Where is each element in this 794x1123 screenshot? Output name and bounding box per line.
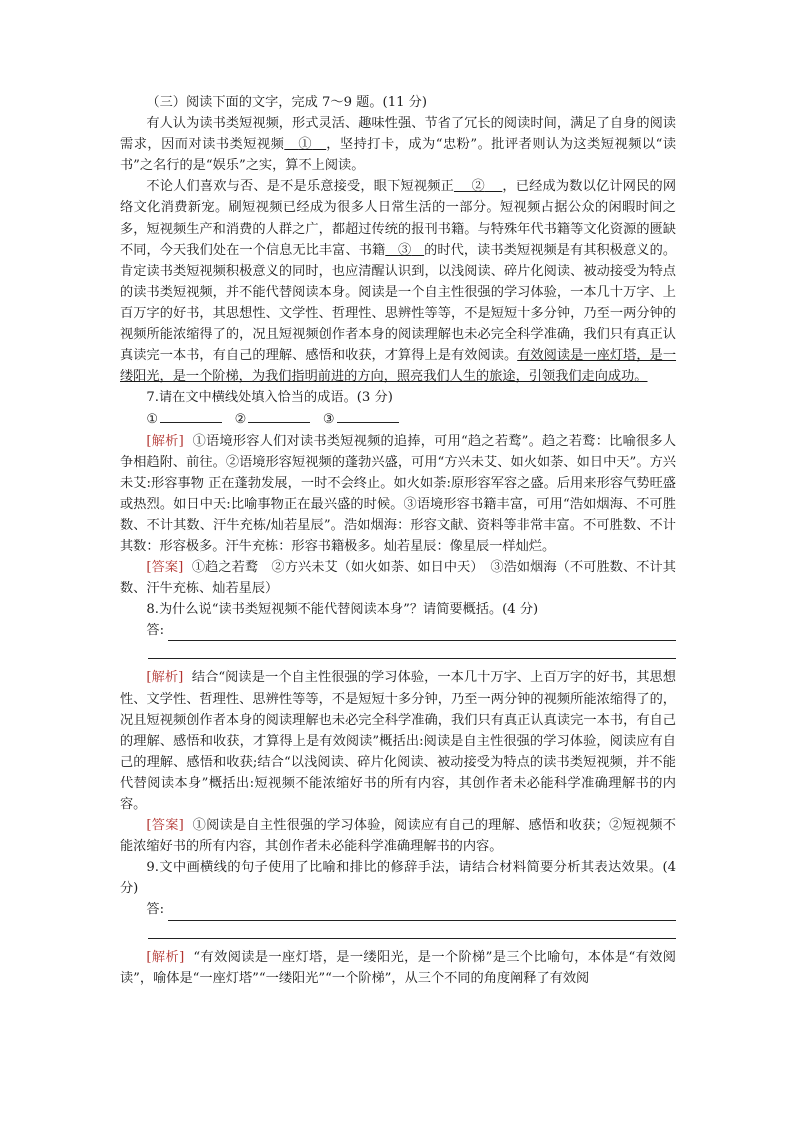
passage-paragraph-1 xyxy=(120,113,676,176)
question-7-stem: 7.请在文中横线处填入恰当的成语。(3 分) xyxy=(146,390,393,406)
question-9-stem: 9.文中画横线的句子使用了比喻和排比的修辞手法，请结合材料简要分析其表达效果。(4 分) xyxy=(120,860,676,897)
answer-line[interactable] xyxy=(148,644,676,659)
question-8-answer-line: 答: xyxy=(120,620,676,641)
blank-1: ① xyxy=(298,137,313,153)
question-8-stem: 8.为什么说“读书类短视频不能代替阅读本身”？请简要概括。(4 分) xyxy=(146,602,539,618)
passage-text: 有人认为读书类短视频，形式灵活、趣味性强、节省了冗长的阅读时间，满足了自身的阅读需求，因而对读书类短视频 xyxy=(120,116,676,153)
section-title: （三）阅读下面的文字，完成 7～9 题。(11 分) xyxy=(146,95,428,110)
passage-paragraph-2 xyxy=(120,176,676,387)
answer-tag: [答案] xyxy=(146,818,184,834)
analysis-tag: [解析] xyxy=(146,433,184,449)
answer-line[interactable] xyxy=(148,924,676,939)
passage-text: ，已经成为数以亿计网民的网络文化消费新宠。刷短视频已经成为很多人日常生活的一部分。短视频占据公众的闲暇时间之多，短视频生产和消费的人群之广，都超过传统的报刊书籍。与特殊年代书籍等文化资源的匮缺不同，今天我们处在一个信息无比丰富、书籍 xyxy=(120,179,677,258)
analysis-tag: [解析] xyxy=(146,670,184,686)
answer-blank[interactable] xyxy=(248,408,310,423)
question-9-answer-line: 答: xyxy=(120,899,676,920)
answer-line[interactable] xyxy=(168,905,676,921)
blank-3: ③ xyxy=(398,242,412,258)
question-9-analysis: [解析] “有效阅读是一座灯塔，是一缕阳光，是一个阶梯”是三个比喻句，本体是“有效阅读”，喻体是“一座灯塔”“一缕阳光”“一个阶梯”，从三个不同的角度阐释了有效阅 xyxy=(120,949,676,986)
answer-line[interactable] xyxy=(168,625,676,641)
answer-tag: [答案] xyxy=(146,560,184,576)
answer-blank[interactable] xyxy=(160,408,222,423)
passage-text: 的时代，读书类短视频是有其积极意义的。肯定读书类短视频积极意义的同时，也应清醒认识到，以浅阅读、碎片化阅读、被动接受为特点的读书类短视频，并不能代替阅读本身。阅读是一个自主性很强的学习体验，一本几十万字、上百万字的好书，其思想性、文学性、哲理性、思辨性等等，不是短短十多分钟，乃至一两分钟的视频所能浓缩得了的，况且短视频创作者本身的阅读理解也未必完全科学准确，我们只有真正认真读完一本书，有自己的理解、感悟和收获，才算得上是有效阅读。 xyxy=(120,242,677,364)
answer-blank[interactable] xyxy=(337,408,399,423)
question-8-analysis: [解析] 结合“阅读是一个自主性很强的学习体验，一本几十万字、上百万字的好书，其思想性、文学性、哲理性、思辨性等等，不是短短十多分钟，乃至一两分钟的视频所能浓缩得了的，况且短视频创作者本身的阅读理解也未必完全科学准确，我们只有真正认真读完一本书，有自己的理解、感悟和收获，才算得上是有效阅读”概括出:阅读是自主性很强的学习体验，阅读应有自己的理解、感悟和收获;结合“以浅阅读、碎片化阅读、被动接受为特点的读书类短视频，并不能代替阅读本身”概括出:短视频不能浓缩好书的所有内容，其创作者未必能科学准确理解书的内容。 xyxy=(120,670,676,812)
passage-text: ，坚持打卡，成为“忠粉”。批评者则认为这类短视频以“读书”之名行的是“娱乐”之实，算不上阅读。 xyxy=(120,137,677,174)
passage-text: 不论人们喜欢与否、是不是乐意接受，眼下短视频正 xyxy=(146,179,454,195)
underlined-sentence: 有效阅读是一座灯塔，是一缕阳光，是一个阶梯，为我们指明前进的方向，照亮我们人生的旅途，引领我们走向成功。 xyxy=(120,348,677,385)
question-7-answer: [答案] ①趋之若鹜 ②方兴未艾（如火如荼、如日中天） ③浩如烟海（不可胜数、不计其数、汗牛充栋、灿若星辰） xyxy=(120,560,676,597)
question-8-answer: [答案] ①阅读是自主性很强的学习体验，阅读应有自己的理解、感悟和收获；②短视频不能浓缩好书的所有内容，其创作者未必能科学准确理解书的内容。 xyxy=(120,818,676,855)
analysis-tag: [解析] xyxy=(146,949,185,965)
blank-2: ② xyxy=(471,179,485,195)
question-7-analysis: [解析] ①语境形容人们对读书类短视频的追捧，可用“趋之若鹜”。趋之若鹜：比喻很多人争相趋附、前往。②语境形容短视频的蓬勃兴盛，可用“方兴未艾、如火如荼、如日中天”。方兴未艾:形容事物 正在蓬勃发展，一时不会终止。如火如荼:原形容军容之盛。后用来形容气势旺盛或热烈。如日中天:比喻事物正在最兴盛的时候。③语境形容书籍丰富，可用“浩如烟海、不可胜数、不计其数、汗牛充栋/灿若星辰”。浩如烟海：形容文献、资料等非常丰富。不可胜数、不计其数：形容极多。汗牛充栋：形容书籍极多。灿若星辰：像星辰一样灿烂。 xyxy=(120,433,677,554)
question-7-blanks: ① ② ③ xyxy=(120,408,676,430)
document-page xyxy=(120,92,676,989)
